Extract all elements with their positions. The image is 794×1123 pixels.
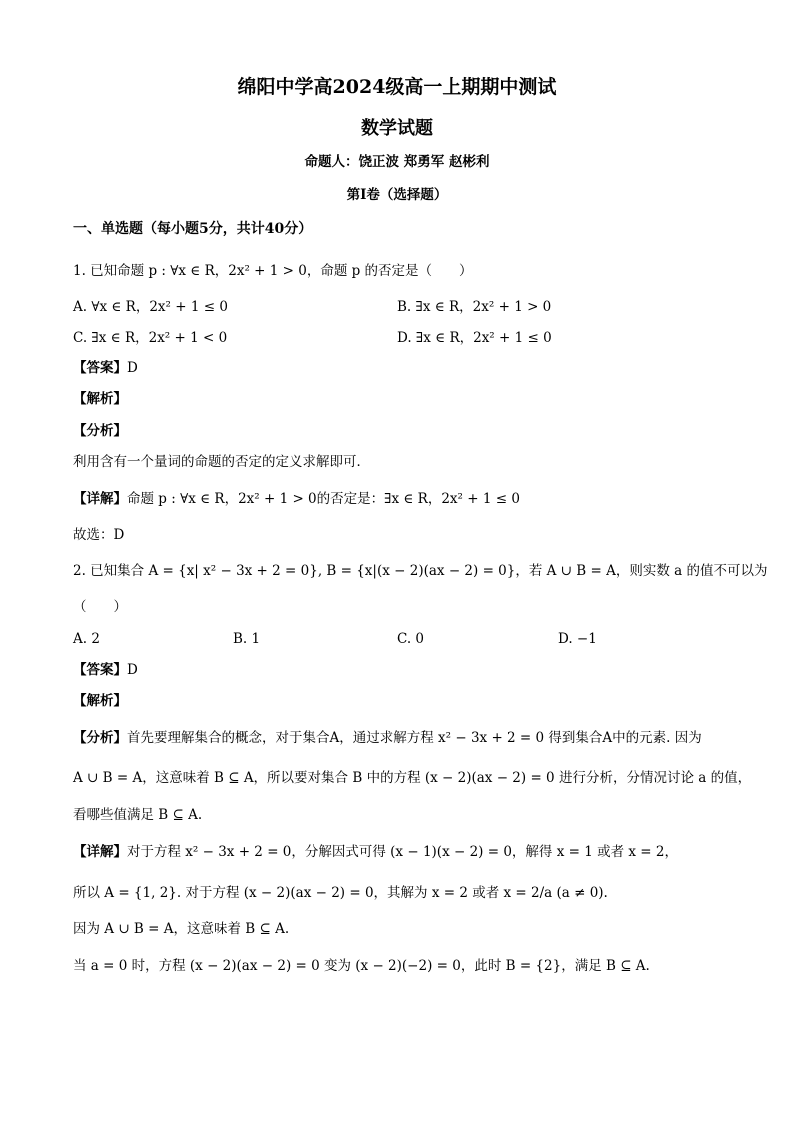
exam-authors: 命题人：饶正波 郑勇军 赵彬利 <box>304 154 490 170</box>
q1-fenxi-text: 利用含有一个量词的命题的否定的定义求解即可． <box>73 454 370 470</box>
q2-detail-line3: 因为 A ∪ B = A，这意味着 B ⊆ A. <box>73 921 290 937</box>
q2-answer: 【答案】D <box>73 662 138 678</box>
exam-subtitle: 数学试题 <box>361 118 433 139</box>
exam-title: 绵阳中学高2024级高一上期期中测试 <box>237 76 557 98</box>
q2-stem-line1: 2. 已知集合 A = {x| x² − 3x + 2 = 0}, B = {x|(x − 2)(ax − 2) = 0}，若 A ∪ B = A，则实数 a 的值不可以为 <box>73 563 768 579</box>
q1-fenxi-tag: 【分析】 <box>73 423 127 439</box>
q2-option-c: C. 0 <box>397 631 425 647</box>
q1-option-c: C. ∃x ∈ R，2x² + 1 < 0 <box>73 330 228 346</box>
q2-option-a: A. 2 <box>73 631 100 647</box>
q1-analysis-tag: 【解析】 <box>73 391 127 407</box>
q1-detail: 【详解】命题 p : ∀x ∈ R，2x² + 1 > 0的否定是：∃x ∈ R，2x² + 1 ≤ 0 <box>73 491 520 507</box>
q2-fenxi-line1: 【分析】首先要理解集合的概念，对于集合A，通过求解方程 x² − 3x + 2 = 0 得到集合A中的元素. 因为 <box>73 730 702 746</box>
q2-option-d: D. −1 <box>558 631 597 647</box>
q2-analysis-tag: 【解析】 <box>73 693 127 709</box>
q2-fenxi-line2: A ∪ B = A，这意味着 B ⊆ A，所以要对集合 B 中的方程 (x − 2)(ax − 2) = 0 进行分析，分情况讨论 a 的值， <box>73 770 752 786</box>
q1-option-d: D. ∃x ∈ R，2x² + 1 ≤ 0 <box>397 330 552 346</box>
volume-label: 第I卷（选择题） <box>346 187 448 203</box>
q2-fenxi-line3: 看哪些值满足 B ⊆ A. <box>73 807 203 823</box>
q1-option-b: B. ∃x ∈ R，2x² + 1 > 0 <box>397 299 552 315</box>
q1-stem: 1. 已知命题 p : ∀x ∈ R，2x² + 1 > 0，命题 p 的否定是（ ） <box>73 263 473 279</box>
q1-choice: 故选：D <box>73 527 125 543</box>
q1-option-a: A. ∀x ∈ R，2x² + 1 ≤ 0 <box>73 299 228 315</box>
q2-stem-line2: （ ） <box>73 599 127 615</box>
q2-option-b: B. 1 <box>233 631 261 647</box>
q2-detail-line2: 所以 A = {1, 2}. 对于方程 (x − 2)(ax − 2) = 0，其解为 x = 2 或者 x = 2/a (a ≠ 0). <box>73 885 608 901</box>
section-heading: 一、单选题（每小题5分，共计40分） <box>73 221 313 237</box>
q2-detail-line4: 当 a = 0 时，方程 (x − 2)(ax − 2) = 0 变为 (x − 2)(−2) = 0，此时 B = {2}，满足 B ⊆ A. <box>73 958 650 974</box>
q1-answer: 【答案】D <box>73 360 138 376</box>
q2-detail-line1: 【详解】对于方程 x² − 3x + 2 = 0，分解因式可得 (x − 1)(x − 2) = 0，解得 x = 1 或者 x = 2， <box>73 844 678 860</box>
